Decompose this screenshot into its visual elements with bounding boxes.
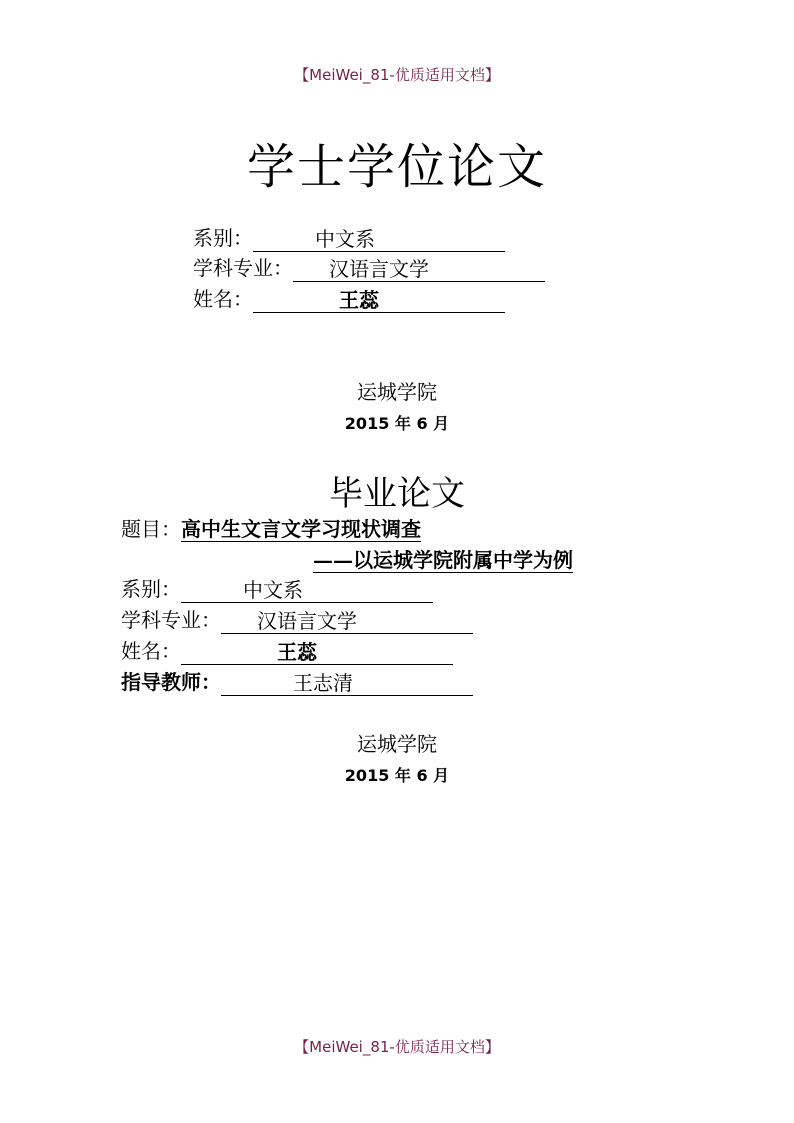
thesis-name-field: [181, 640, 453, 665]
cover-department-row: [193, 224, 505, 252]
thesis-topic-row: [121, 513, 421, 542]
cover-major-value: 汉语言文学: [329, 257, 429, 281]
watermark-top: 【MeiWei_81-优质适用文档】: [294, 66, 500, 84]
thesis-topic-label: 题目：: [121, 517, 181, 541]
thesis-advisor-value: 王志清: [293, 671, 353, 695]
thesis-name-row: [121, 637, 453, 665]
thesis-major-label: 学科专业：: [121, 608, 221, 632]
thesis-department-label: 系别：: [121, 577, 181, 601]
thesis-major-field: [221, 609, 473, 634]
thesis-name-label: 姓名：: [121, 639, 181, 663]
thesis-department-value: 中文系: [243, 578, 303, 602]
thesis-advisor-label: 指导教师：: [121, 670, 221, 694]
thesis-topic-line2: ——以运城学院附属中学为例: [313, 548, 573, 572]
cover-name-row: [193, 285, 505, 313]
thesis-school: 运城学院: [357, 732, 437, 756]
cover-major-row: [193, 254, 545, 282]
thesis-major-value: 汉语言文学: [257, 609, 357, 633]
thesis-title: 毕业论文: [329, 474, 465, 514]
cover-major-field: [293, 257, 545, 282]
thesis-department-row: [121, 575, 433, 603]
thesis-major-row: [121, 606, 473, 634]
cover-major-label: 学科专业：: [193, 256, 293, 280]
cover-department-field: [253, 227, 505, 252]
thesis-advisor-field: [221, 671, 473, 696]
thesis-date: 2015 年 6 月: [344, 766, 450, 785]
thesis-topic-row-2: [313, 544, 573, 573]
cover-title: 学士学位论文: [246, 139, 547, 195]
cover-date: 2015 年 6 月: [344, 414, 450, 433]
cover-name-label: 姓名：: [193, 287, 253, 311]
cover-name-field: [253, 288, 505, 313]
thesis-department-field: [181, 578, 433, 603]
cover-name-value: 王蕊: [339, 288, 379, 312]
cover-school: 运城学院: [357, 380, 437, 404]
watermark-bottom: 【MeiWei_81-优质适用文档】: [294, 1038, 500, 1056]
thesis-name-value: 王蕊: [277, 640, 317, 664]
cover-department-label: 系别：: [193, 226, 253, 250]
cover-department-value: 中文系: [315, 227, 375, 251]
thesis-topic-line1: 高中生文言文学习现状调查: [181, 517, 421, 541]
thesis-advisor-row: [121, 668, 473, 696]
